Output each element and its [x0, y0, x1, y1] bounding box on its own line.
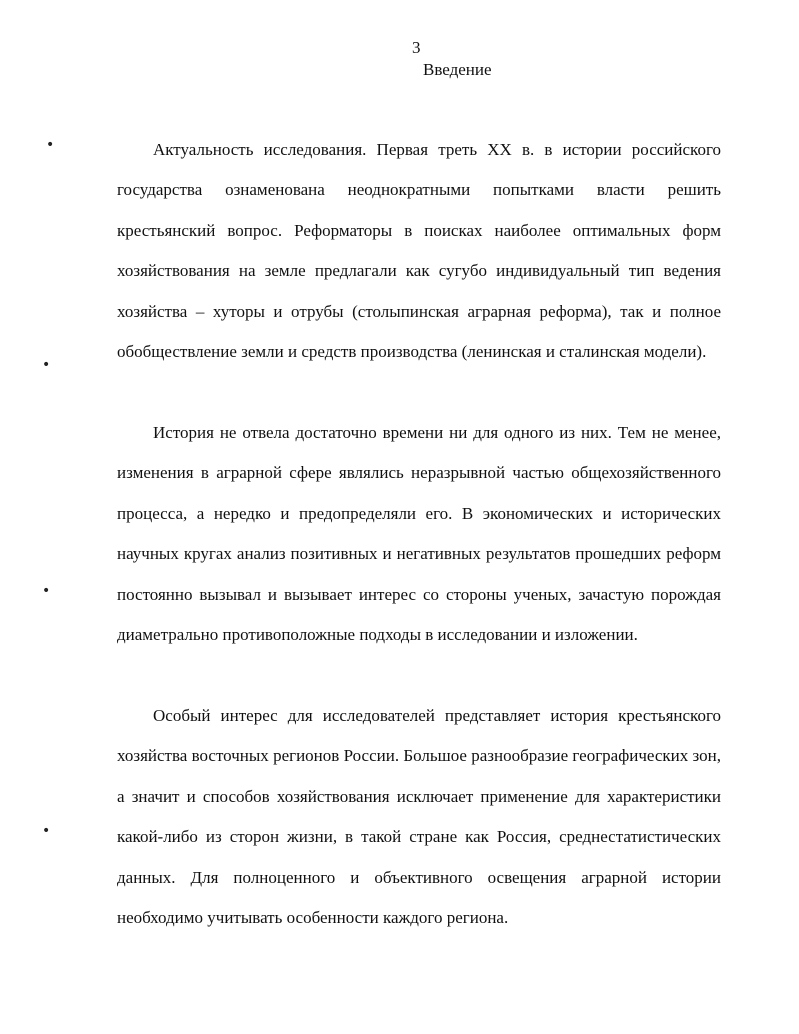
paragraph-history: История не отвела достаточно времени ни для одного из них. Тем не менее, изменения в аграрной сфере являлись неразрывной частью общехозяйственного процесса, а нередко и предопределяли его. В экономических и исторических научных кругах анализ позитивных и негативных результатов прошедших реформ постоянно вызывал и вызывает интерес со стороны ученых, зачастую порождая диаметрально противоположные подходы в исследовании и изложении. — [117, 423, 721, 645]
paragraph-actuality: Актуальность исследования. Первая треть XX в. в истории российского государства ознаменована неоднократными попытками власти решить крестьянский вопрос. Реформаторы в поисках наиболее оптимальных форм хозяйствования на земле предлагали как сугубо индивидуальный тип ведения хозяйства – хуторы и отрубы (столыпинская аграрная реформа), так и полное обобществление земли и средств производства (ленинская и сталинская модели). — [117, 140, 721, 362]
scan-speck: • — [42, 583, 51, 599]
page-heading: Введение — [423, 60, 492, 79]
scan-speck: • — [42, 823, 51, 839]
scan-speck: • — [46, 137, 55, 153]
scan-speck: • — [42, 357, 51, 373]
paragraph-interest: Особый интерес для исследователей представляет история крестьянского хозяйства восточных регионов России. Большое разнообразие географических зон, а значит и способов хозяйствования исключает применение для характеристики какой-либо из сторон жизни, в такой стране как Россия, среднестатистических данных. Для полноценного и объективного освещения аграрной истории необходимо учитывать особенности каждого региона. — [117, 706, 721, 928]
page-number: 3 — [412, 38, 421, 57]
